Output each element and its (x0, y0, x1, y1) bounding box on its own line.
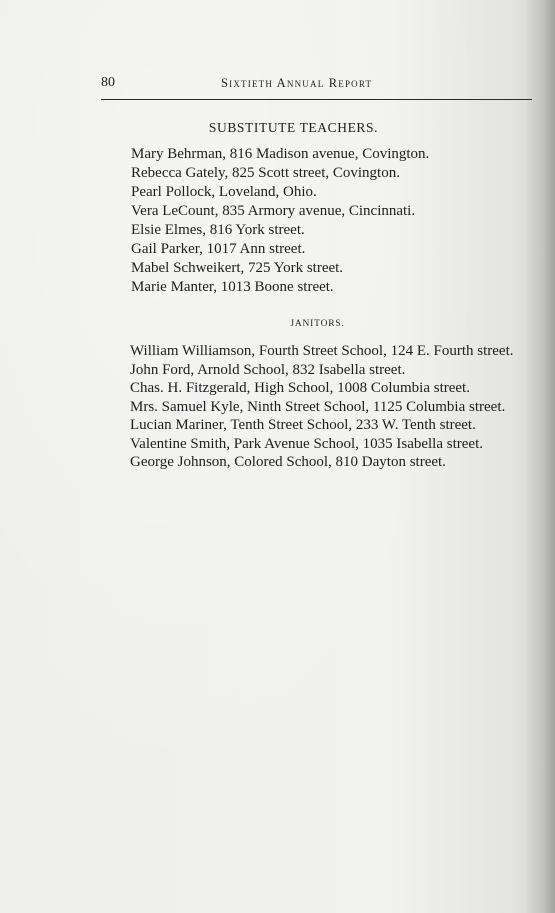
list-item: George Johnson, Colored School, 810 Dayton street. (130, 454, 446, 470)
list-item: Gail Parker, 1017 Ann street. (131, 241, 306, 257)
page-header (101, 75, 531, 97)
substitute-teachers-list (131, 145, 429, 297)
list-item: John Ford, Arnold School, 832 Isabella street. (130, 361, 406, 378)
substitute-teachers-heading: SUBSTITUTE TEACHERS. (208, 120, 379, 135)
running-title: Sixtieth Annual Report (221, 76, 373, 90)
list-item: Vera LeCount, 835 Armory avenue, Cincinnati. (131, 203, 416, 219)
janitors-heading: JANITORS. (290, 319, 345, 329)
list-item: Mabel Schweikert, 725 York street. (131, 260, 344, 276)
janitors-list (101, 342, 529, 472)
list-item: Mrs. Samuel Kyle, Ninth Street School, 1125 Columbia street. (130, 398, 506, 415)
header-rule (101, 99, 532, 100)
page-edge-shadow (525, 0, 555, 913)
list-item: Chas. H. Fitzgerald, High School, 1008 Columbia street. (130, 380, 470, 396)
list-item: Rebecca Gately, 825 Scott street, Covington. (131, 165, 400, 181)
list-item: William Williamson, Fourth Street School, 124 E. Fourth street. (130, 343, 514, 359)
list-item: Lucian Mariner, Tenth Street School, 233 W. Tenth street. (130, 417, 476, 433)
list-item: Mary Behrman, 816 Madison avenue, Covington. (131, 146, 430, 162)
list-item: Valentine Smith, Park Avenue School, 1035 Isabella street. (130, 435, 483, 452)
list-item: Elsie Elmes, 816 York street. (131, 222, 305, 238)
list-item: Pearl Pollock, Loveland, Ohio. (131, 184, 317, 200)
page-number: 80 (101, 75, 115, 90)
list-item: Marie Manter, 1013 Boone street. (131, 279, 334, 295)
